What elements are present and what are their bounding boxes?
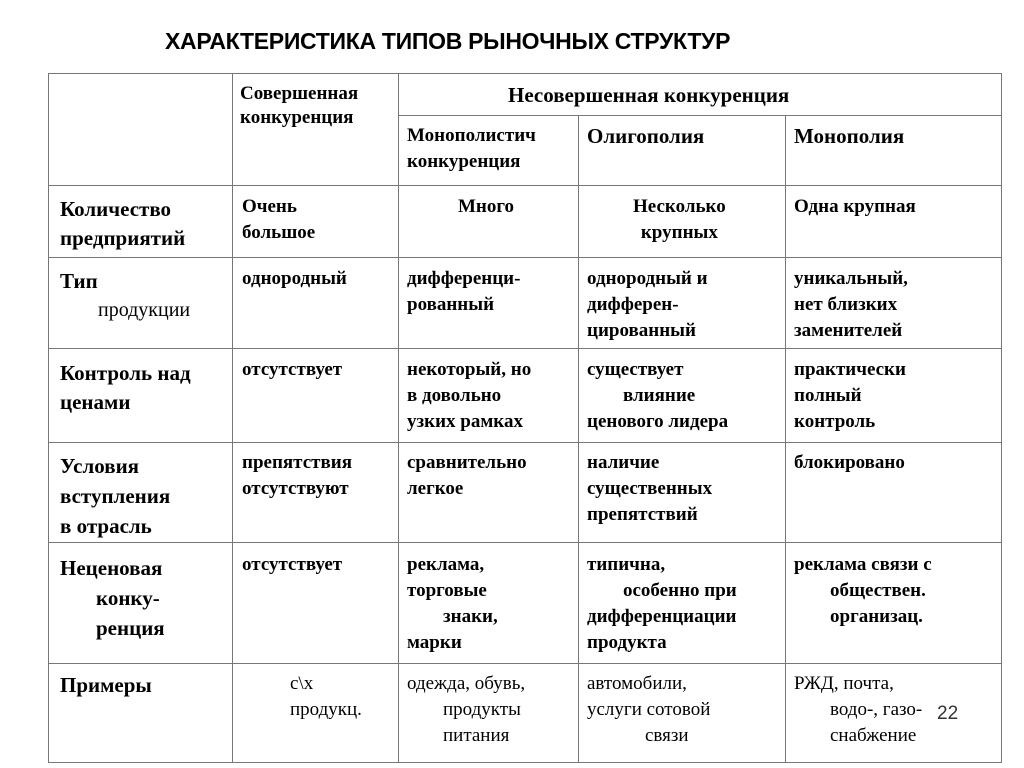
header-monopoly: Монополия (794, 124, 905, 148)
table-line-row2 (48, 348, 1002, 349)
cell-enterprises-oligopoly: Несколько крупных (633, 196, 726, 243)
header-perfect-competition: Совершенная конкуренция (240, 83, 359, 128)
cell-non-price-monopoly: реклама связи с обществен. организац. (794, 554, 932, 627)
table-line-row3 (48, 442, 1002, 443)
cell-price-control-perfect: отсутствует (242, 359, 343, 380)
cell-non-price-monopolistic: реклама, торговые знаки, марки (407, 554, 498, 653)
cell-product-type-oligopoly: однородный и дифферен- цированный (587, 268, 708, 341)
header-imperfect-competition: Несовершенная конкуренция (508, 83, 790, 107)
cell-enterprises-monopolistic: Много (458, 196, 515, 217)
table-line-row1 (48, 257, 1002, 258)
row-label-non-price-competition: Неценовая конку- ренция (60, 556, 165, 640)
header-oligopoly: Олигополия (587, 124, 705, 148)
cell-non-price-perfect: отсутствует (242, 554, 343, 575)
row-label-product-type: Тип продукции (60, 269, 191, 321)
table-line-header-bottom (48, 185, 1002, 186)
table-border-right (1001, 73, 1002, 763)
row-label-price-control: Контроль над ценами (60, 361, 191, 414)
cell-price-control-monopoly: практически полный контроль (794, 359, 906, 432)
cell-product-type-monopolistic: дифференци- рованный (407, 268, 521, 315)
table-border-left (48, 73, 49, 763)
table-border-top (48, 73, 1002, 74)
cell-product-type-perfect: однородный (242, 268, 347, 289)
table-line-col1 (232, 73, 233, 763)
cell-non-price-oligopoly: типична, особенно при дифференциации продукта (587, 554, 737, 653)
header-monopolistic-competition: Монополистич конкуренция (407, 125, 536, 172)
row-label-examples: Примеры (60, 673, 152, 697)
table-line-col2 (398, 73, 399, 763)
table-line-row4 (48, 542, 1002, 543)
cell-entry-conditions-monopolistic: сравнительно легкое (407, 452, 527, 499)
cell-enterprises-perfect: Очень большое (242, 196, 316, 243)
table-line-col3 (578, 115, 579, 763)
page-title: ХАРАКТЕРИСТИКА ТИПОВ РЫНОЧНЫХ СТРУКТУР (165, 28, 731, 54)
cell-price-control-oligopoly: существует влияние ценового лидера (587, 359, 729, 432)
cell-product-type-monopoly: уникальный, нет близких заменителей (794, 268, 908, 341)
row-label-enterprises: Количество предприятий (60, 197, 186, 250)
market-structures-table (48, 73, 1002, 763)
cell-price-control-monopolistic: некоторый, но в довольно узких рамках (407, 359, 532, 432)
cell-examples-perfect: с\х продукц. (290, 673, 362, 720)
cell-entry-conditions-monopoly: блокировано (794, 452, 905, 473)
page-number: 22 (937, 703, 959, 724)
cell-examples-oligopoly: автомобили, услуги сотовой связи (587, 673, 711, 746)
cell-entry-conditions-oligopoly: наличие существенных препятствий (587, 452, 713, 525)
table-line-subheader (398, 115, 1002, 116)
table-border-bottom (48, 762, 1002, 763)
cell-examples-monopoly: РЖД, почта, водо-, газо- снабжение (794, 673, 923, 746)
cell-enterprises-monopoly: Одна крупная (794, 196, 916, 217)
row-label-entry-conditions: Условия вступления в отрасль (60, 454, 171, 538)
table-line-col4 (785, 115, 786, 763)
table-line-row5 (48, 663, 1002, 664)
cell-examples-monopolistic: одежда, обувь, продукты питания (407, 673, 526, 746)
cell-entry-conditions-perfect: препятствия отсутствуют (242, 452, 352, 499)
